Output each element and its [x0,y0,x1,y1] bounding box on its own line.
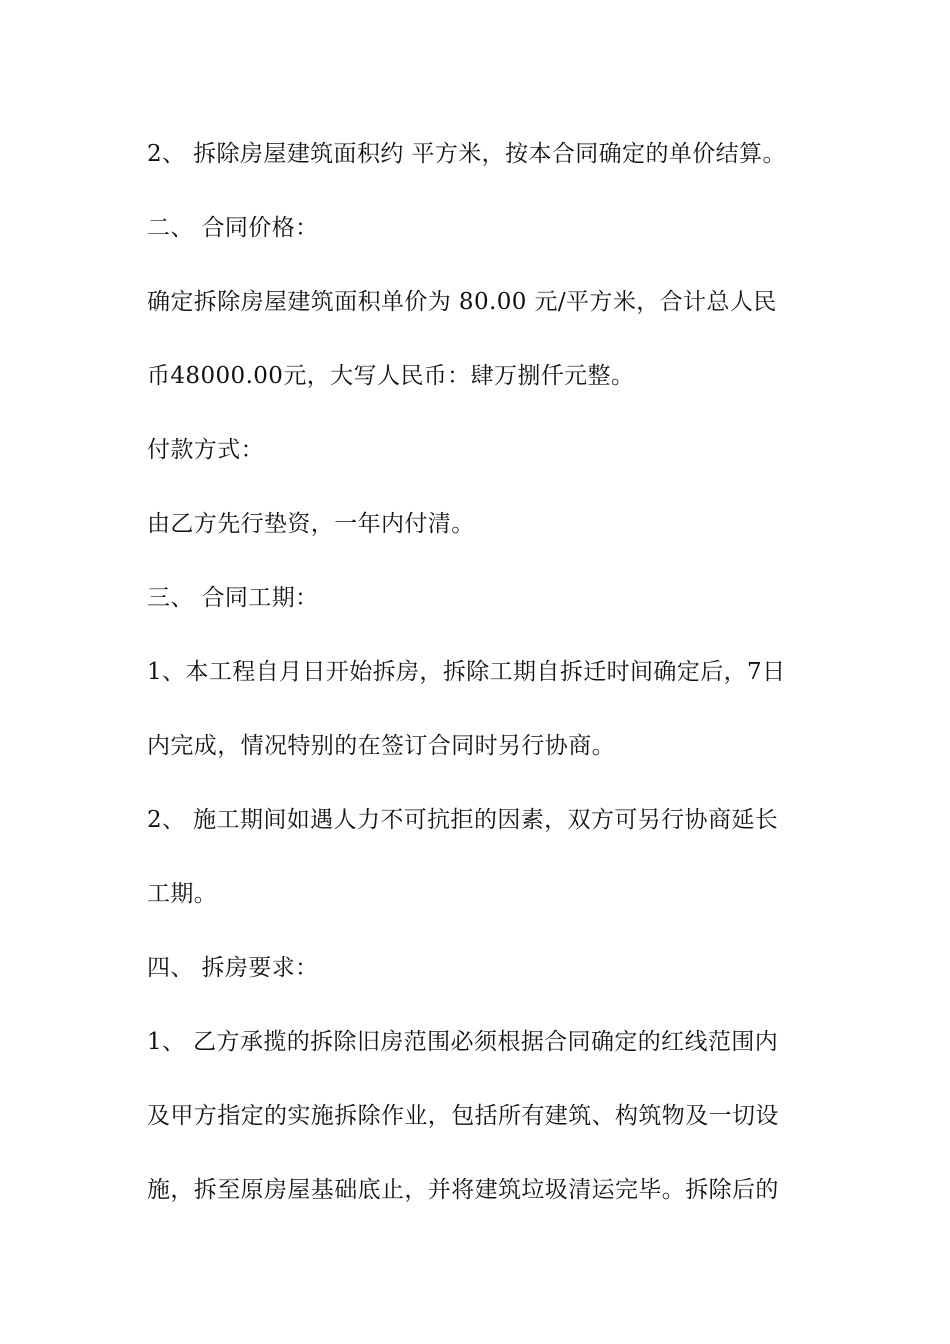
text-line-6: 由乙方先行垫资，一年内付清。 [147,511,475,537]
text-line-1: 2、 拆除房屋建筑面积约 平方米，按本合同确定的单价结算。 [147,141,786,167]
text-line-4: 币48000.00元，大写人民币：肆万捌仟元整。 [147,363,635,389]
text-line-14: 及甲方指定的实施拆除作业，包括所有建筑、构筑物及一切设 [147,1103,779,1129]
section-heading-demolition-requirements: 四、 拆房要求： [147,955,319,981]
text-line-13: 1、 乙方承揽的拆除旧房范围必须根据合同确定的红线范围内 [147,1029,779,1055]
text-line-5: 付款方式： [147,437,264,463]
text-line-11: 工期。 [147,881,218,907]
text-line-15: 施，拆至原房屋基础底止，并将建筑垃圾清运完毕。拆除后的 [147,1177,779,1203]
text-line-10: 2、 施工期间如遇人力不可抗拒的因素，双方可另行协商延长 [147,807,779,833]
text-line-3: 确定拆除房屋建筑面积单价为 80.00 元/平方米，合计总人民 [147,289,777,315]
text-line-9: 内完成，情况特别的在签订合同时另行协商。 [147,733,615,759]
text-line-8: 1、本工程自月日开始拆房，拆除工期自拆迁时间确定后，7日 [147,659,786,685]
section-heading-contract-period: 三、 合同工期： [147,585,319,611]
section-heading-contract-price: 二、 合同价格： [147,215,319,241]
